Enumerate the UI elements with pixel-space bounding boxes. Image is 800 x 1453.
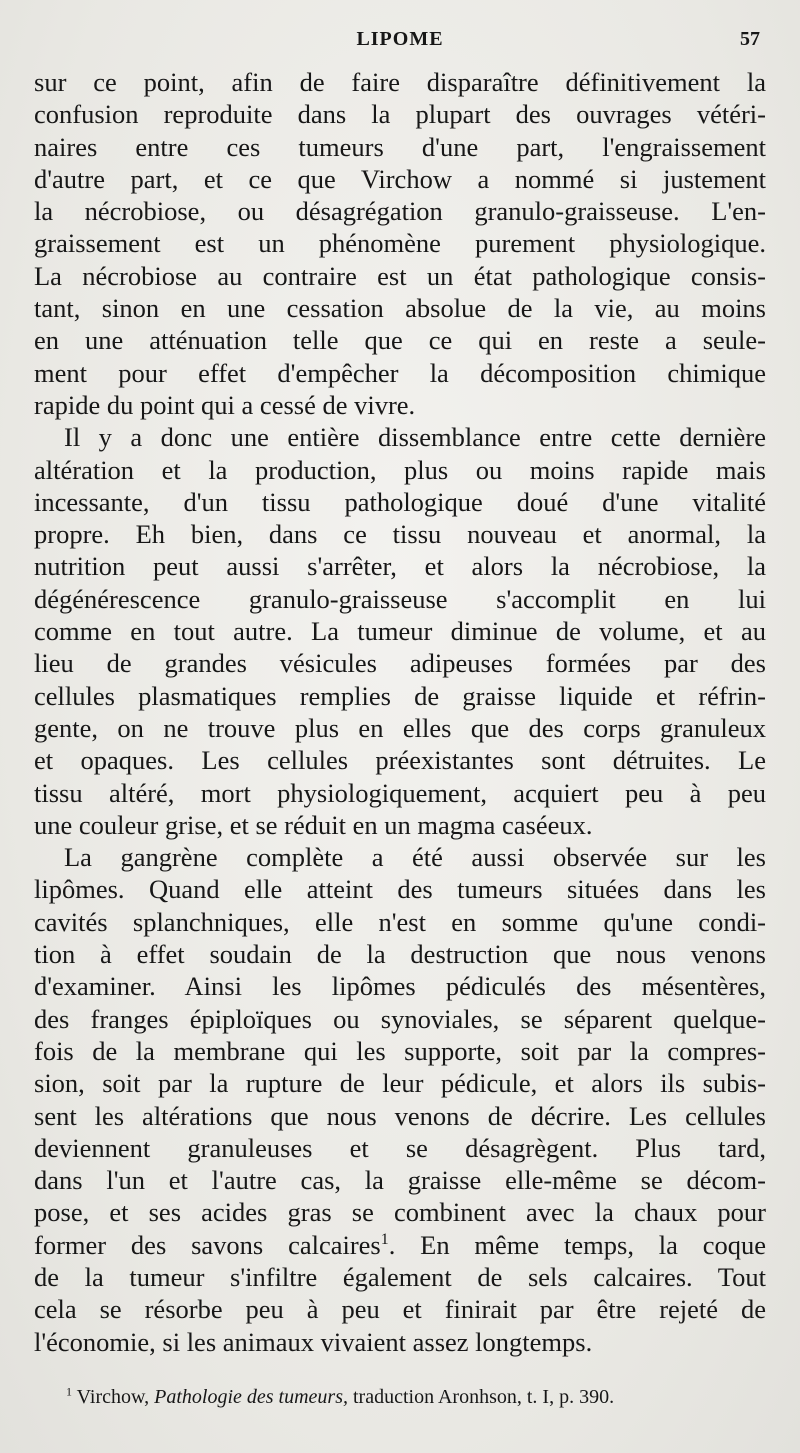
- page-number: 57: [740, 28, 760, 50]
- text-line: la nécrobiose, ou désagrégation granulo-graisseuse. L'en-: [34, 196, 766, 227]
- footnote-reference[interactable]: 1: [380, 1230, 389, 1248]
- text-line: en une atténuation telle que ce qui en reste a seule-: [34, 325, 766, 356]
- text-line: ment pour effet d'empêcher la décomposition chimique: [34, 357, 766, 388]
- text-line: lieu de grandes vésicules adipeuses formées par des: [34, 648, 766, 679]
- footnote: [66, 1384, 766, 1410]
- footnote-reference-details: traduction Aronhson, t. I, p. 390.: [353, 1386, 615, 1408]
- text-line: altération et la production, plus ou moins rapide mais: [34, 454, 766, 485]
- text-line: La gangrène complète a été aussi observée sur les: [64, 842, 766, 873]
- text-line: sent les altérations que nous venons de décrire. Les cellules: [34, 1100, 766, 1131]
- text-line: des franges épiploïques ou synoviales, se séparent quelque-: [34, 1003, 766, 1034]
- footnote-marker: 1: [66, 1384, 72, 1399]
- text-line: d'autre part, et ce que Virchow a nommé si justement: [34, 163, 766, 194]
- text-line: graissement est un phénomène purement physiologique.: [34, 228, 766, 259]
- text-line: comme en tout autre. La tumeur diminue de volume, et au: [34, 616, 766, 647]
- text-line-with-footnote-ref: [34, 1229, 766, 1261]
- text-line: dégénérescence granulo-graisseuse s'accomplit en lui: [34, 583, 766, 614]
- text-line: de la tumeur s'infiltre également de sels calcaires. Tout: [34, 1261, 766, 1292]
- text-line: nutrition peut aussi s'arrêter, et alors la nécrobiose, la: [34, 551, 766, 582]
- text-line: tissu altéré, mort physiologiquement, acquiert peu à peu: [34, 777, 766, 808]
- footnote-author: Virchow,: [76, 1386, 150, 1408]
- text-line: confusion reproduite dans la plupart des ouvrages vétéri-: [34, 99, 766, 130]
- text-line: Il y a donc une entière dissemblance entre cette dernière: [64, 422, 766, 453]
- text-line: tant, sinon en une cessation absolue de la vie, au moins: [34, 293, 766, 324]
- text-line: propre. Eh bien, dans ce tissu nouveau et anormal, la: [34, 519, 766, 550]
- text-line: gente, on ne trouve plus en elles que des corps granuleux: [34, 712, 766, 743]
- text-line: l'économie, si les animaux vivaient assez longtemps.: [34, 1326, 593, 1357]
- text-segment: . En même temps, la coque: [388, 1229, 767, 1260]
- text-line: et opaques. Les cellules préexistantes sont détruites. Le: [34, 745, 766, 776]
- text-line: dans l'un et l'autre cas, la graisse elle-même se décom-: [34, 1165, 766, 1196]
- text-line: fois de la membrane qui les supporte, soit par la compres-: [34, 1035, 766, 1066]
- text-segment: former des savons calcaires: [34, 1229, 381, 1260]
- footnote-work-title: Pathologie des tumeurs,: [154, 1386, 348, 1408]
- text-line: La nécrobiose au contraire est un état pathologique consis-: [34, 260, 766, 291]
- text-line: tion à effet soudain de la destruction que nous venons: [34, 939, 766, 970]
- running-head: [0, 28, 800, 58]
- text-line: sion, soit par la rupture de leur pédicule, et alors ils subis-: [34, 1068, 766, 1099]
- text-line: cavités splanchniques, elle n'est en somme qu'une condi-: [34, 906, 766, 937]
- text-line: deviennent granuleuses et se désagrègent. Plus tard,: [34, 1132, 766, 1163]
- running-title: LIPOME: [356, 28, 444, 50]
- body-text: [34, 66, 766, 1358]
- text-line: d'examiner. Ainsi les lipômes pédiculés des mésentères,: [34, 971, 766, 1002]
- text-line: rapide du point qui a cessé de vivre.: [34, 389, 416, 420]
- text-line: lipômes. Quand elle atteint des tumeurs situées dans les: [34, 874, 766, 905]
- text-line: incessante, d'un tissu pathologique doué d'une vitalité: [34, 486, 766, 517]
- text-line: cela se résorbe peu à peu et finirait par être rejeté de: [34, 1294, 766, 1325]
- text-line: naires entre ces tumeurs d'une part, l'engraissement: [34, 131, 766, 162]
- text-line: cellules plasmatiques remplies de graisse liquide et réfrin-: [34, 680, 766, 711]
- text-line: pose, et ses acides gras se combinent avec la chaux pour: [34, 1197, 766, 1228]
- text-line: une couleur grise, et se réduit en un magma caséeux.: [34, 809, 593, 840]
- text-line: sur ce point, afin de faire disparaître définitivement la: [34, 67, 766, 97]
